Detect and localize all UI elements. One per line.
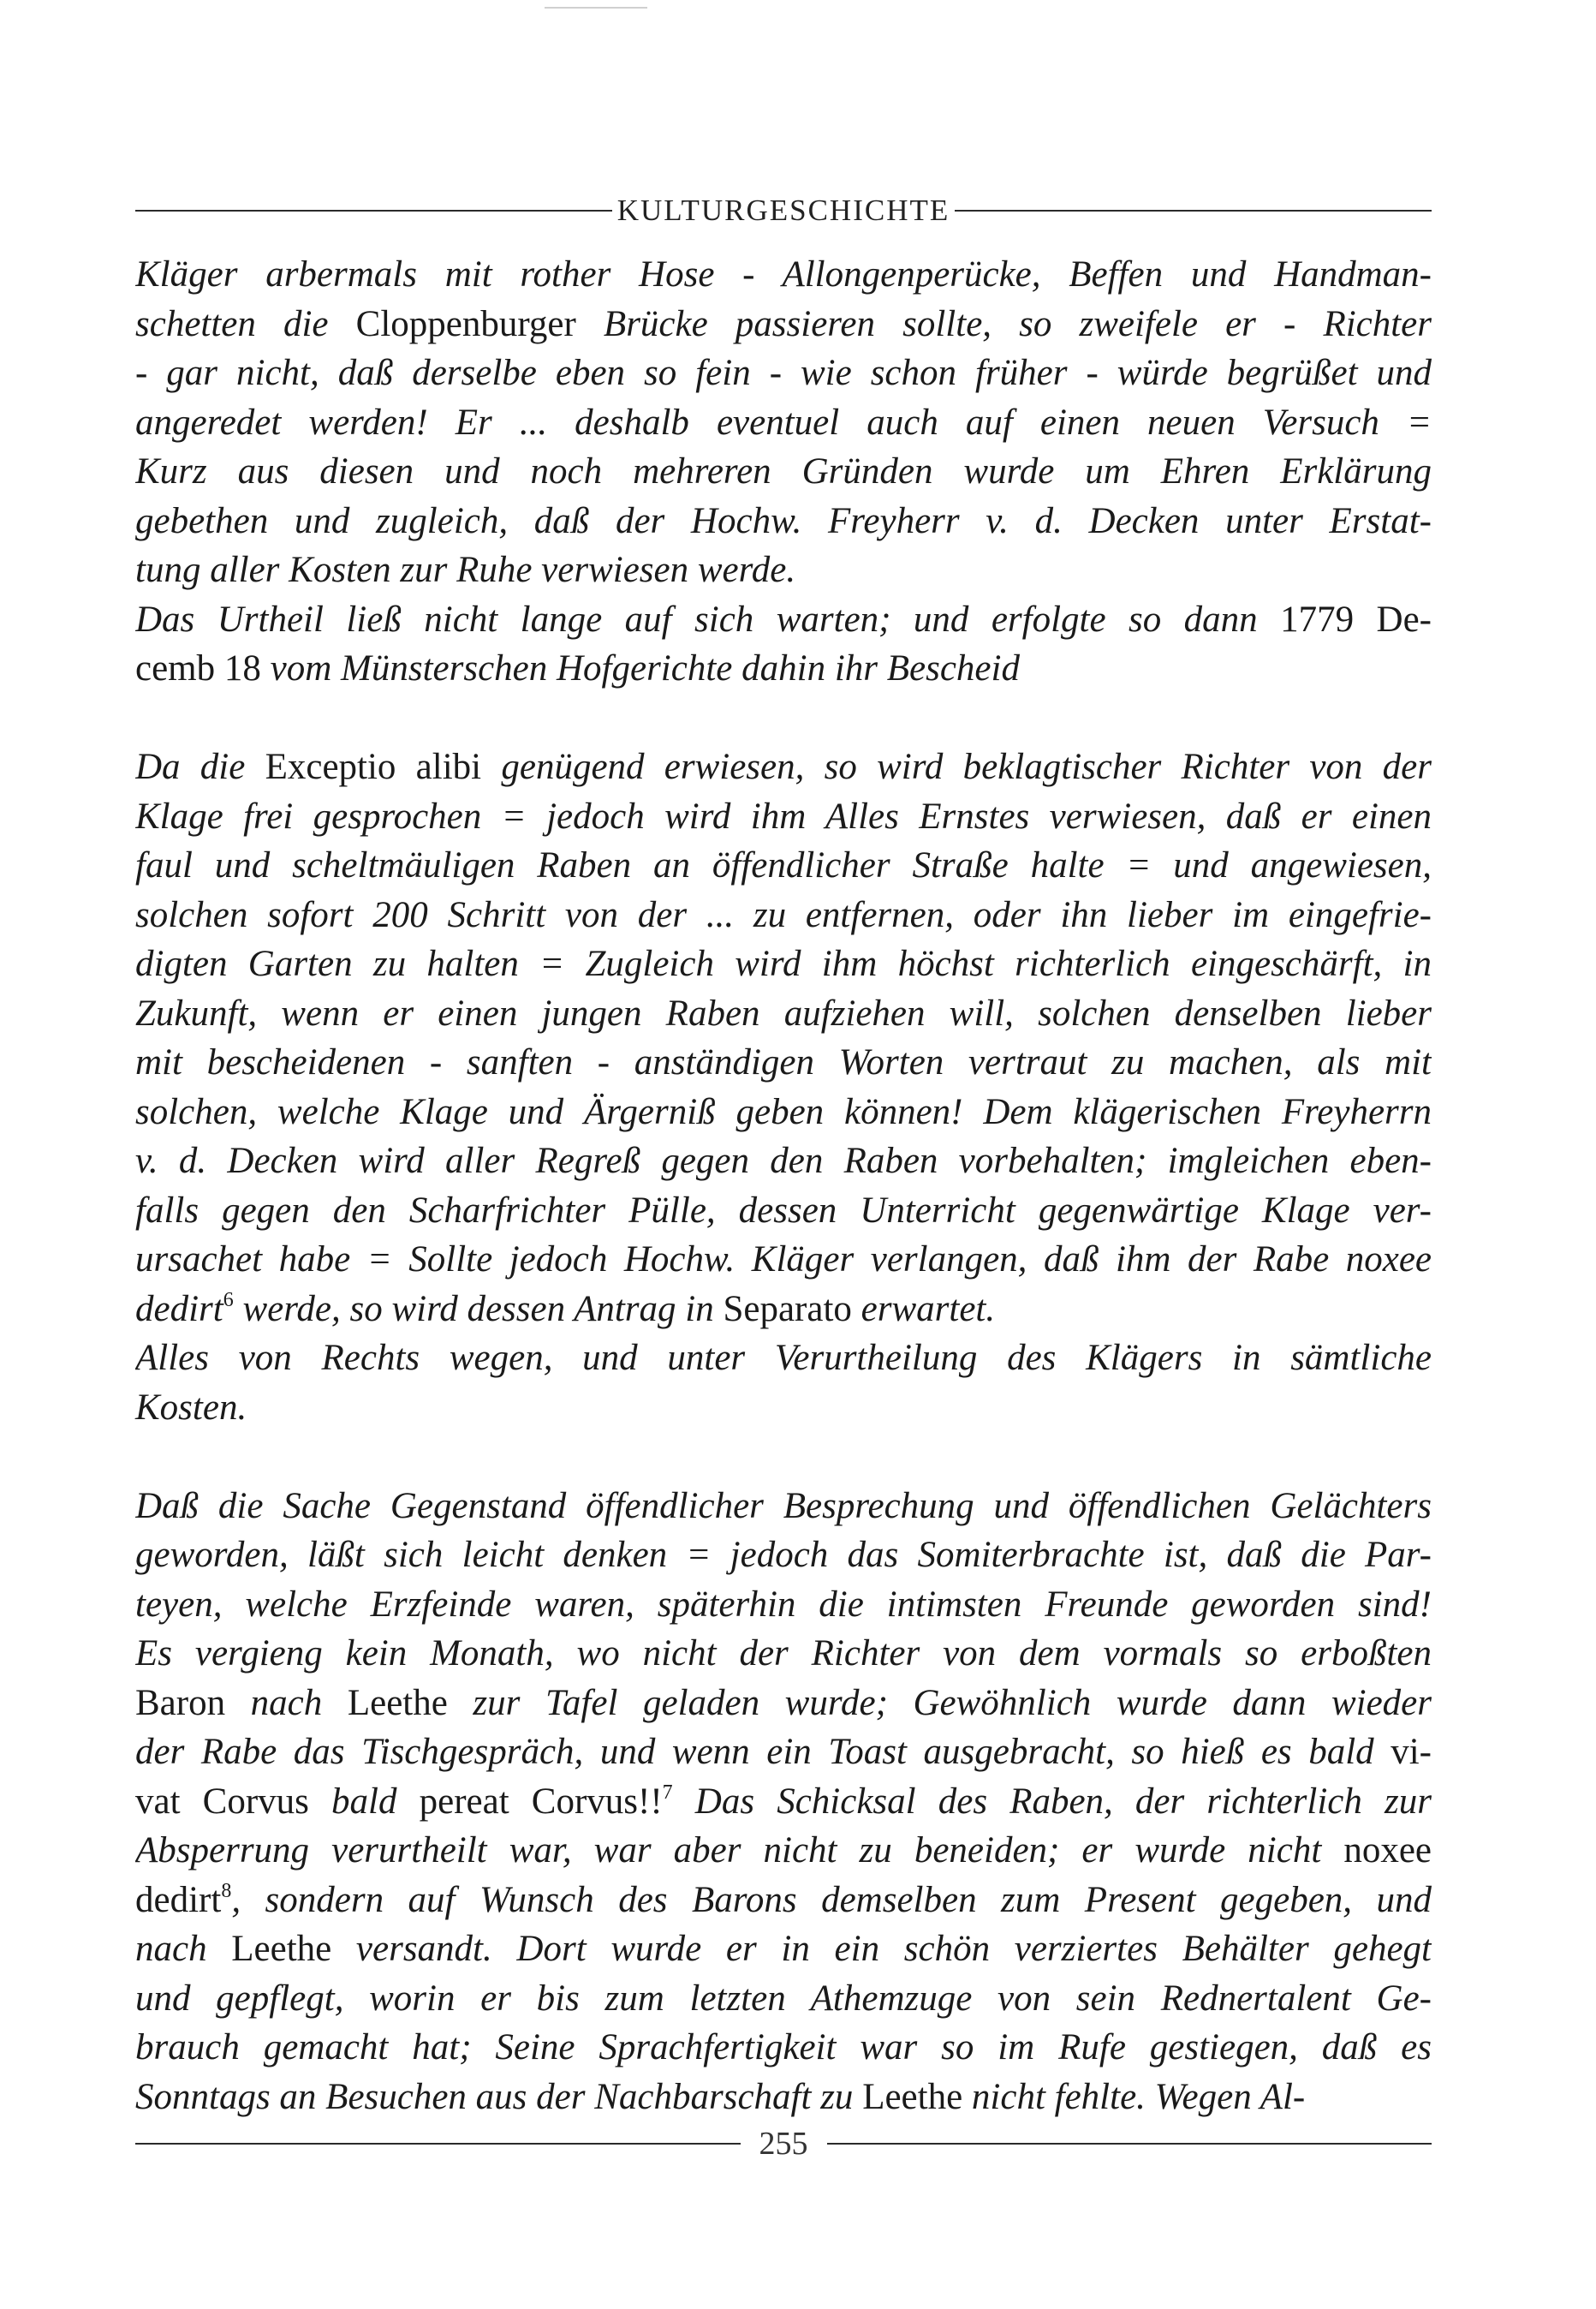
footer-rule-left	[135, 2143, 741, 2145]
text-segment: Leethe	[347, 1682, 473, 1723]
text-segment: brauch gemacht hat; Seine Sprachfertigkeit war so im Rufe gestiegen, daß es	[135, 2027, 1432, 2067]
paragraph	[135, 743, 1432, 1432]
text-line	[135, 2023, 1432, 2073]
footnote-marker: 6	[223, 1288, 234, 1311]
text-line	[135, 546, 1432, 595]
text-segment: Daß die Sache Gegenstand öffendlicher Besprechung und öffendlichen Gelächters	[135, 1485, 1432, 1526]
text-segment: zur Tafel geladen wurde; Gewöhnlich wurde dann wieder	[473, 1682, 1432, 1723]
text-segment: angeredet werden! Er ... deshalb eventuel auch auf einen neuen Versuch =	[135, 402, 1432, 443]
text-segment: Alles von Rechts wegen, und unter Verurtheilung des Klägers in sämtliche	[135, 1338, 1432, 1378]
text-segment: faul und scheltmäuligen Raben an öffendlicher Straße halte = und angewiesen,	[135, 845, 1432, 886]
text-line	[135, 1088, 1432, 1137]
text-segment: digten Garten zu halten = Zugleich wird ihm höchst richterlich eingeschärft, in	[135, 944, 1432, 984]
body-text	[135, 250, 1432, 2121]
text-line	[135, 1679, 1432, 1728]
text-segment: teyen, welche Erzfeinde waren, späterhin die intimsten Freunde geworden sind!	[135, 1584, 1432, 1625]
top-edge-mark	[545, 7, 647, 9]
text-line	[135, 398, 1432, 448]
text-line	[135, 1038, 1432, 1088]
text-segment: gebethen und zugleich, daß der Hochw. Freyherr v. d. Decken unter Erstat-	[135, 500, 1432, 541]
text-segment: 1779 De-	[1280, 599, 1432, 640]
text-line	[135, 1530, 1432, 1580]
text-segment: Das Schicksal des Raben, der richterlich zur	[672, 1781, 1432, 1822]
footnote-marker: 8	[221, 1879, 232, 1902]
text-segment: vi-	[1391, 1732, 1432, 1772]
page-footer	[135, 2127, 1432, 2160]
footnote-marker: 7	[662, 1781, 673, 1804]
text-segment: bald	[331, 1781, 420, 1822]
text-line	[135, 1777, 1432, 1827]
text-segment: nach	[135, 1929, 232, 1969]
text-segment: Kurz aus diesen und noch mehreren Gründen wurde um Ehren Erklärung	[135, 451, 1432, 492]
text-segment: solchen sofort 200 Schritt von der ... zu entfernen, oder ihn lieber im eingefrie-	[135, 894, 1432, 935]
text-line	[135, 1826, 1432, 1876]
header-title: KULTURGESCHICHTE	[616, 194, 950, 227]
text-segment: Sonntags an Besuchen aus der Nachbarschaft zu	[135, 2076, 863, 2117]
text-segment: nicht fehlte. Wegen Al-	[971, 2076, 1306, 2117]
text-line	[135, 1285, 1432, 1334]
text-line	[135, 989, 1432, 1039]
paragraph-gap	[135, 694, 1432, 743]
text-segment: pereat Corvus!!	[419, 1781, 663, 1822]
text-line	[135, 1383, 1432, 1433]
running-header	[135, 195, 1432, 225]
text-segment: erwartet.	[861, 1288, 996, 1329]
text-segment: versandt. Dort wurde er in ein schön verziertes Behälter gehegt	[355, 1929, 1432, 1969]
text-line	[135, 644, 1432, 694]
text-line	[135, 595, 1432, 645]
header-rule-right	[955, 210, 1432, 212]
text-segment: falls gegen den Scharfrichter Pülle, dessen Unterricht gegenwärtige Klage ver-	[135, 1190, 1432, 1231]
text-segment: Da die	[135, 747, 265, 787]
text-segment: v. d. Decken wird aller Regreß gegen den Raben vorbehalten; imgleichen eben-	[135, 1141, 1432, 1181]
text-segment: Es vergieng kein Monath, wo nicht der Richter von dem vormals so erboßten	[135, 1633, 1432, 1674]
text-segment: schetten die	[135, 303, 356, 344]
text-segment: mit bescheidenen - sanften - anständigen Worten vertraut zu machen, als mit	[135, 1042, 1432, 1083]
text-segment: solchen, welche Klage und Ärgerniß geben können! Dem klägerischen Freyherrn	[135, 1091, 1432, 1132]
text-segment: cemb 18	[135, 648, 271, 689]
text-segment: und gepflegt, worin er bis zum letzten Athemzuge von sein Rednertalent Ge-	[135, 1978, 1432, 2019]
text-line	[135, 497, 1432, 546]
paragraph	[135, 1482, 1432, 2122]
text-segment: Klage frei gesprochen = jedoch wird ihm Alles Ernstes verwiesen, daß er einen	[135, 796, 1432, 837]
text-segment: noxee	[1343, 1830, 1432, 1870]
text-line	[135, 1235, 1432, 1285]
footer-rule-right	[827, 2143, 1432, 2145]
header-rule-left	[135, 210, 612, 212]
text-segment: Leethe	[862, 2076, 972, 2117]
text-segment: Separato	[723, 1288, 861, 1329]
text-line	[135, 1580, 1432, 1630]
text-line	[135, 940, 1432, 989]
text-line	[135, 1333, 1432, 1383]
page-number: 255	[759, 2126, 808, 2162]
text-line	[135, 2073, 1432, 2122]
text-segment: Baron	[135, 1682, 251, 1723]
text-segment: , sondern auf Wunsch des Barons demselben zum Present gegeben, und	[231, 1879, 1432, 1920]
text-segment: Das Urtheil ließ nicht lange auf sich warten; und erfolgte so dann	[135, 599, 1281, 640]
text-line	[135, 1186, 1432, 1236]
text-line	[135, 792, 1432, 842]
text-segment: Brücke passieren sollte, so zweifele er - Richter	[603, 303, 1432, 344]
text-line	[135, 743, 1432, 792]
text-segment: ursachet habe = Sollte jedoch Hochw. Kläger verlangen, daß ihm der Rabe noxee	[135, 1239, 1432, 1280]
text-segment: vat Corvus	[135, 1781, 332, 1822]
text-segment: werde, so wird dessen Antrag in	[233, 1288, 724, 1329]
text-line	[135, 349, 1432, 398]
text-segment: der Rabe das Tischgespräch, und wenn ein Toast ausgebracht, so hieß es bald	[135, 1732, 1391, 1772]
text-line	[135, 1629, 1432, 1679]
paragraph	[135, 250, 1432, 694]
text-line	[135, 1137, 1432, 1186]
text-line	[135, 841, 1432, 891]
text-segment: Cloppenburger	[355, 303, 604, 344]
text-segment: dedirt	[135, 1288, 223, 1329]
text-line	[135, 1974, 1432, 2024]
text-segment: tung aller Kosten zur Ruhe verwiesen werde.	[135, 550, 796, 590]
text-segment: Exceptio alibi	[265, 747, 502, 787]
text-segment: Absperrung verurtheilt war, war aber nicht zu beneiden; er wurde nicht	[135, 1830, 1344, 1870]
text-line	[135, 1482, 1432, 1531]
text-segment: geworden, läßt sich leicht denken = jedoch das Somiterbrachte ist, daß die Par-	[135, 1535, 1432, 1575]
text-segment: genügend erwiesen, so wird beklagtischer Richter von der	[501, 747, 1432, 787]
text-line	[135, 891, 1432, 940]
text-segment: Kläger arbermals mit rother Hose - Allongenperücke, Beffen und Handman-	[135, 254, 1432, 295]
text-segment: nach	[250, 1682, 348, 1723]
text-segment: vom Münsterschen Hofgerichte dahin ihr Bescheid	[270, 648, 1020, 689]
text-segment: Leethe	[231, 1929, 356, 1969]
text-segment: dedirt	[135, 1879, 222, 1920]
paragraph-gap	[135, 1432, 1432, 1482]
text-segment: - gar nicht, daß derselbe eben so fein - wie schon früher - würde begrüßet und	[135, 353, 1432, 393]
text-segment: Zukunft, wenn er einen jungen Raben aufziehen will, solchen denselben lieber	[135, 993, 1432, 1034]
text-line	[135, 300, 1432, 349]
text-segment: Kosten.	[135, 1387, 247, 1428]
text-line	[135, 1924, 1432, 1974]
text-line	[135, 447, 1432, 497]
text-line	[135, 1727, 1432, 1777]
text-line	[135, 250, 1432, 300]
text-line	[135, 1876, 1432, 1925]
